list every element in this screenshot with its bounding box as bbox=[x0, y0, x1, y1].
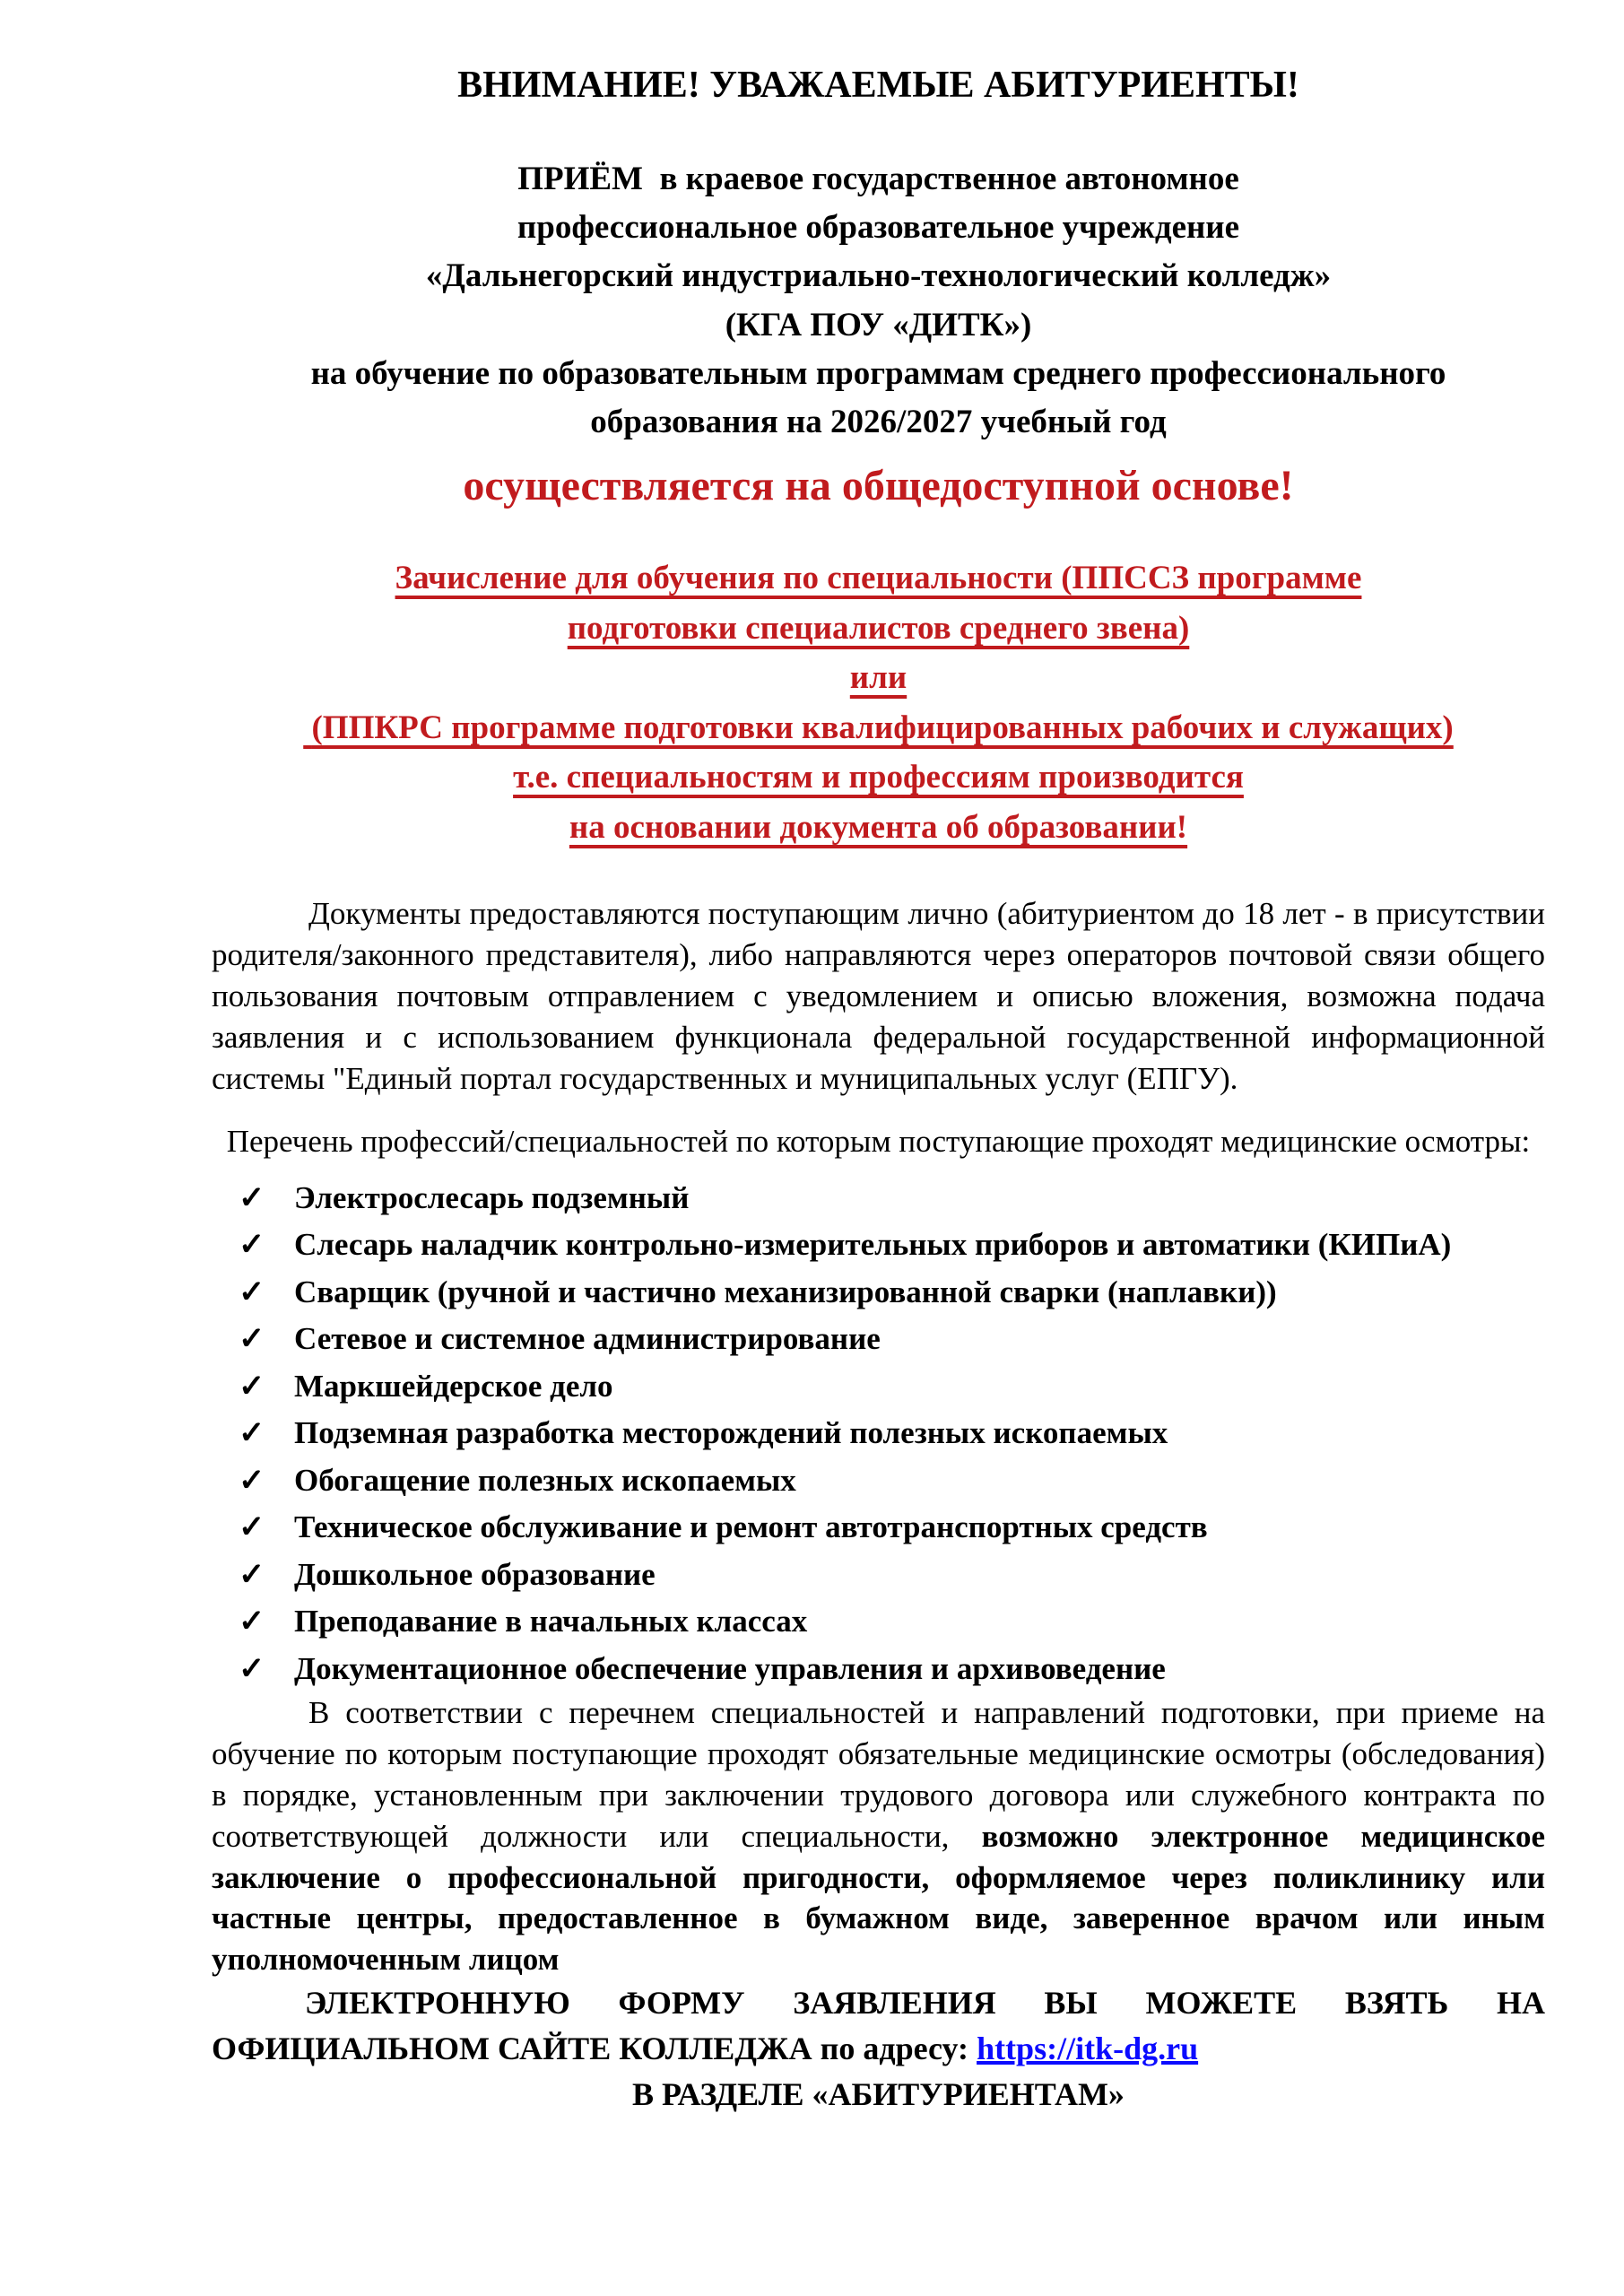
intro-line: образования на 2026/2027 учебный год bbox=[590, 404, 1167, 441]
check-icon: ✓ bbox=[239, 1368, 265, 1404]
admission-intro-block bbox=[212, 155, 1545, 448]
intro-line: ПРИЁМ в краевое государственное автономное bbox=[517, 160, 1239, 197]
compliance-paragraph-normal: В соответствии с перечнем специальностей и направлений подготовки, при приеме на обучение по которым поступающие проходят обязательные медицинские осмотры (обследования) в порядке, установленным при заключении трудового договора или служебного контракта по соответствующей должности или специальности, bbox=[212, 1695, 1545, 1854]
checklist-item-label: Сварщик (ручной и частично механизированной сварки (наплавки)) bbox=[294, 1274, 1277, 1309]
checklist-item bbox=[239, 1222, 1545, 1269]
enrollment-heading-line: или bbox=[849, 659, 908, 697]
check-icon: ✓ bbox=[239, 1509, 265, 1545]
footer-section-line: В РАЗДЕЛЕ «АБИТУРИЕНТАМ» bbox=[632, 2076, 1125, 2113]
open-access-banner: осуществляется на общедоступной основе! bbox=[463, 461, 1294, 509]
checklist-item bbox=[239, 1598, 1545, 1646]
documents-submission-paragraph: Документы предоставляются поступающим лично (абитуриентом до 18 лет - в присутствии родителя/законного представителя), либо направляются через операторов почтовой связи общего пользования почтовым отправлением с уведомлением и описью вложения, возможна подача заявления и с использованием функционала федеральной государственной информационной системы "Единый портал государственных и муниципальных услуг (ЕПГУ). bbox=[212, 896, 1545, 1096]
checklist-item bbox=[239, 1269, 1545, 1317]
enrollment-heading-line: Зачисление для обучения по специальности (ППССЗ программе bbox=[395, 560, 1362, 597]
intro-line: профессиональное образовательное учреждение bbox=[517, 208, 1240, 246]
checklist-item bbox=[239, 1457, 1545, 1505]
checklist-item-label: Сетевое и системное администрирование bbox=[294, 1321, 881, 1357]
compliance-paragraph bbox=[212, 1692, 1545, 1980]
checklist-item-label: Дошкольное образование bbox=[294, 1556, 656, 1592]
check-icon: ✓ bbox=[239, 1650, 265, 1686]
checklist-item bbox=[239, 1175, 1545, 1222]
checklist-item-label: Электрослесарь подземный bbox=[294, 1179, 690, 1215]
checklist-item bbox=[239, 1504, 1545, 1552]
e-form-text: ЭЛЕКТРОННУЮ ФОРМУ ЗАЯВЛЕНИЯ ВЫ МОЖЕТЕ ВЗЯТЬ НА ОФИЦИАЛЬНОМ САЙТЕ КОЛЛЕДЖА по адресу: bbox=[212, 1985, 1545, 2067]
intro-line: на обучение по образовательным программам среднего профессионального bbox=[310, 355, 1446, 393]
checklist-item-label: Слесарь наладчик контрольно-измерительных приборов и автоматики (КИПиА) bbox=[294, 1227, 1452, 1263]
checklist-item bbox=[239, 1316, 1545, 1363]
intro-line: (КГА ПОУ «ДИТК») bbox=[725, 306, 1032, 344]
enrollment-heading-line: подготовки специалистов среднего звена) bbox=[567, 609, 1190, 647]
college-site-link[interactable]: https://itk-dg.ru bbox=[977, 2031, 1199, 2067]
e-form-paragraph bbox=[212, 1980, 1545, 2072]
checklist-item-label: Маркшейдерское дело bbox=[294, 1368, 613, 1404]
checklist-item bbox=[239, 1646, 1545, 1693]
intro-line: «Дальнегорский индустриально-технологический колледж» bbox=[425, 257, 1332, 295]
checklist-item bbox=[239, 1552, 1545, 1599]
check-icon: ✓ bbox=[239, 1179, 265, 1215]
checklist-item-label: Документационное обеспечение управления и архивоведение bbox=[294, 1650, 1166, 1686]
medical-professions-checklist bbox=[212, 1175, 1545, 1693]
enrollment-heading-line: на основании документа об образовании! bbox=[569, 808, 1188, 846]
enrollment-heading-line: (ППКРС программе подготовки квалифицированных рабочих и служащих) bbox=[303, 709, 1454, 746]
checklist-item bbox=[239, 1410, 1545, 1457]
checklist-item-label: Обогащение полезных ископаемых bbox=[294, 1462, 796, 1498]
compliance-paragraph-bold: возможно электронное медицинское заключение о профессиональной пригодности, оформляемое через поликлинику или частные центры, предоставленное в бумажном виде, заверенное врачом или иным уполномоченным лицом bbox=[212, 1818, 1546, 1978]
check-icon: ✓ bbox=[239, 1274, 265, 1309]
checklist-item-label: Преподавание в начальных классах bbox=[294, 1604, 808, 1639]
checklist-item-label: Техническое обслуживание и ремонт автотранспортных средств bbox=[294, 1509, 1208, 1545]
enrollment-heading-line: т.е. специальностям и профессиям производится bbox=[513, 759, 1244, 796]
check-icon: ✓ bbox=[239, 1415, 265, 1451]
page-title: ВНИМАНИЕ! УВАЖАЕМЫЕ АБИТУРИЕНТЫ! bbox=[457, 65, 1299, 106]
checklist-item bbox=[239, 1363, 1545, 1411]
check-icon: ✓ bbox=[239, 1462, 265, 1498]
enrollment-basis-heading bbox=[212, 553, 1545, 852]
check-icon: ✓ bbox=[239, 1321, 265, 1357]
check-icon: ✓ bbox=[239, 1556, 265, 1592]
checklist-item-label: Подземная разработка месторождений полезных ископаемых bbox=[294, 1415, 1168, 1451]
check-icon: ✓ bbox=[239, 1227, 265, 1263]
check-icon: ✓ bbox=[239, 1604, 265, 1639]
medical-list-header: Перечень профессий/специальностей по которым поступающие проходят медицинские осмотры: bbox=[226, 1124, 1531, 1160]
